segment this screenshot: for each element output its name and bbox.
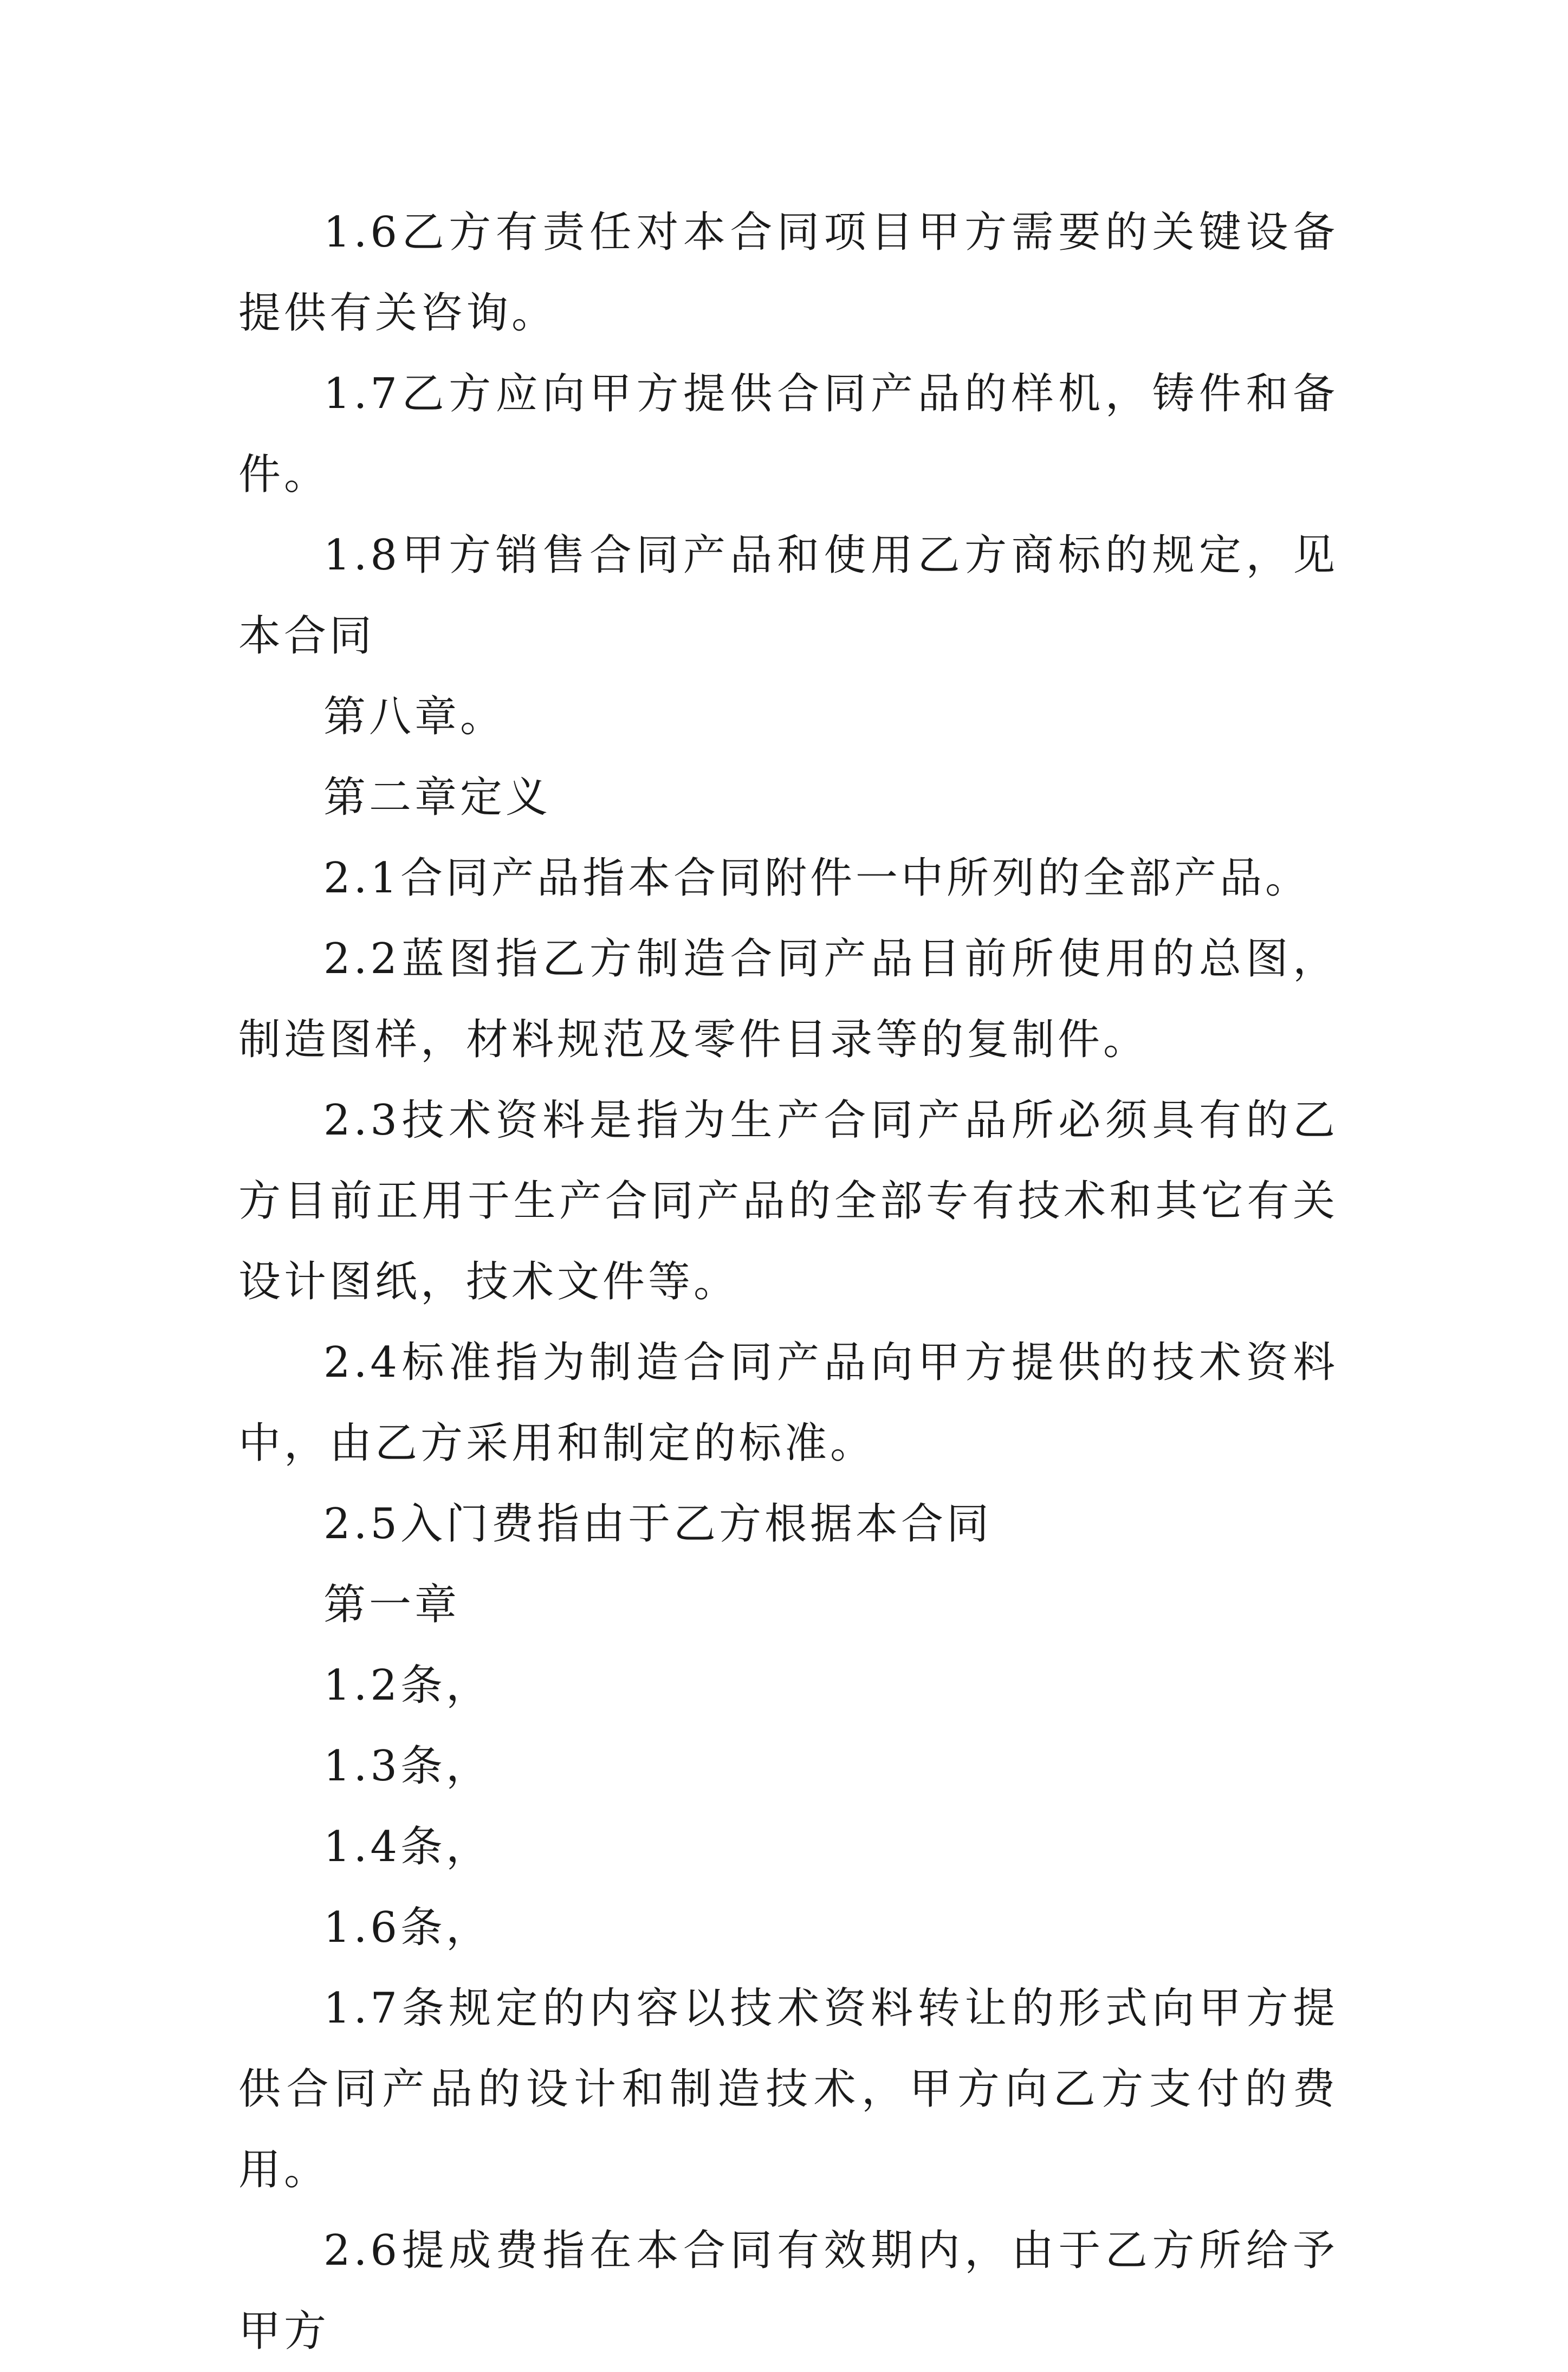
paragraph-2-5: 2.5入门费指由于乙方根据本合同 xyxy=(323,1500,993,1548)
paragraph-2-4: 2.4标准指为制造合同产品向甲方提供的技术资料中，由乙方采用和制定的标准。 xyxy=(238,1338,1338,1468)
paragraph-article-1-4: 1.4条， xyxy=(323,1823,492,1871)
paragraph-2-1: 2.1合同产品指本合同附件一中所列的全部产品。 xyxy=(323,854,1311,903)
paragraph-article-1-6: 1.6条， xyxy=(323,1903,492,1952)
paragraph-chapter-1-ref: 第一章 xyxy=(323,1580,461,1629)
paragraph-1-6: 1.6乙方有责任对本合同项目甲方需要的关键设备提供有关咨询。 xyxy=(238,208,1338,338)
paragraph-2-6: 2.6提成费指在本合同有效期内，由于乙方所给予甲方 xyxy=(238,2226,1338,2356)
paragraph-2-3: 2.3技术资料是指为生产合同产品所必须具有的乙方目前正用于生产合同产品的全部专有技术和其它有关设计图纸，技术文件等。 xyxy=(238,1096,1338,1306)
paragraph-article-1-2: 1.2条， xyxy=(323,1661,492,1710)
document-body xyxy=(238,192,1338,2372)
paragraph-1-7: 1.7乙方应向甲方提供合同产品的样机，铸件和备件。 xyxy=(238,370,1338,499)
paragraph-article-1-7: 1.7条规定的内容以技术资料转让的形式向甲方提供合同产品的设计和制造技术，甲方向乙方支付的费用。 xyxy=(238,1984,1338,2194)
paragraph-1-8: 1.8甲方销售合同产品和使用乙方商标的规定，见本合同 xyxy=(238,531,1338,660)
paragraph-2-2: 2.2蓝图指乙方制造合同产品目前所使用的总图，制造图样，材料规范及零件目录等的复制件。 xyxy=(238,935,1338,1064)
paragraph-chapter-8-ref: 第八章。 xyxy=(323,692,506,741)
paragraph-article-1-3: 1.3条， xyxy=(323,1742,492,1791)
chapter-2-heading: 第二章定义 xyxy=(323,773,552,822)
